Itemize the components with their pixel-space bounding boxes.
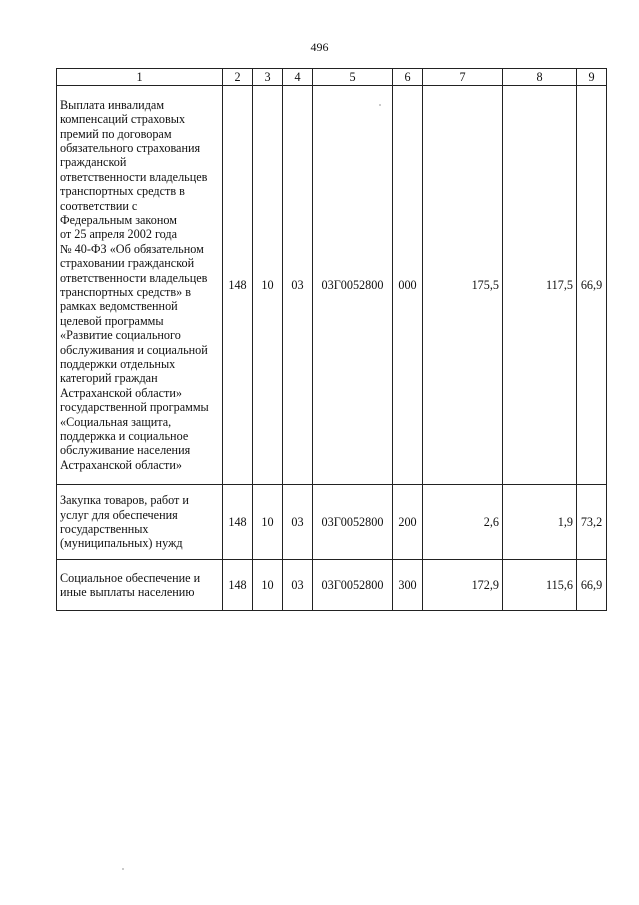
description-line: услуг для обеспечения — [60, 507, 178, 522]
description-line: иные выплаты населению — [60, 585, 195, 599]
header-cell-1: 1 — [57, 69, 223, 86]
description-line: транспортных средств» в — [60, 285, 191, 299]
description-line: ответственности владельцев — [60, 169, 208, 184]
description-line: Астраханской области» — [60, 457, 182, 472]
description-line: Федеральным законом — [60, 212, 177, 227]
header-cell-6: 6 — [393, 69, 423, 86]
description-line: поддержки отдельных — [60, 357, 176, 372]
cell-subsection: 03 — [283, 485, 313, 560]
scan-speck — [379, 104, 381, 106]
description-line: Выплата инвалидам — [60, 97, 165, 112]
description-line: государственной программы — [60, 400, 209, 415]
row-description — [57, 485, 223, 560]
cell-value-8: 1,9 — [503, 485, 577, 560]
cell-percent: 66,9 — [577, 86, 607, 485]
description-line: страховании гражданской — [60, 256, 195, 271]
cell-target-article: 03Г0052800 — [313, 485, 393, 560]
description-line: премий по договорам — [60, 126, 172, 141]
table-row — [57, 560, 607, 611]
cell-admin-code: 148 — [223, 560, 253, 611]
row-description — [57, 560, 223, 611]
description-line: Астраханской области» — [60, 385, 182, 400]
cell-target-article: 03Г0052800 — [313, 86, 393, 485]
scan-speck — [122, 868, 124, 870]
description-line: обязательного страхования — [60, 140, 201, 155]
cell-percent: 73,2 — [577, 485, 607, 560]
table-header-row — [57, 69, 607, 86]
cell-value-8: 117,5 — [503, 86, 577, 485]
header-cell-3: 3 — [253, 69, 283, 86]
description-line: ответственности владельцев — [60, 270, 208, 285]
cell-expense-type: 000 — [393, 86, 423, 485]
description-line: «Развитие социального — [60, 328, 181, 343]
table-row — [57, 86, 607, 485]
description-line: гражданской — [60, 155, 127, 170]
header-cell-5: 5 — [313, 69, 393, 86]
description-line: соответствии с — [60, 198, 138, 213]
description-line: (муниципальных) нужд — [60, 536, 183, 551]
header-cell-8: 8 — [503, 69, 577, 86]
cell-section: 10 — [253, 485, 283, 560]
budget-table — [56, 68, 607, 611]
table-row — [57, 485, 607, 560]
cell-section: 10 — [253, 560, 283, 611]
cell-value-7: 2,6 — [423, 485, 503, 560]
description-line: обслуживание населения — [60, 443, 191, 458]
page-number: 496 — [310, 40, 329, 54]
cell-admin-code: 148 — [223, 485, 253, 560]
cell-value-7: 175,5 — [423, 86, 503, 485]
cell-target-article: 03Г0052800 — [313, 560, 393, 611]
description-line: целевой программы — [60, 313, 164, 328]
description-line: «Социальная защита, — [60, 414, 172, 429]
cell-section: 10 — [253, 86, 283, 485]
header-cell-7: 7 — [423, 69, 503, 86]
description-line: Закупка товаров, работ и — [60, 493, 189, 508]
cell-value-8: 115,6 — [503, 560, 577, 611]
cell-subsection: 03 — [283, 86, 313, 485]
description-line: компенсаций страховых — [60, 112, 186, 127]
header-cell-2: 2 — [223, 69, 253, 86]
description-line: обслуживания и социальной — [60, 342, 208, 357]
header-cell-4: 4 — [283, 69, 313, 86]
description-line: категорий граждан — [60, 371, 158, 386]
description-line: государственных — [60, 522, 149, 536]
description-line: Социальное обеспечение и — [60, 570, 201, 585]
cell-subsection: 03 — [283, 560, 313, 611]
cell-percent: 66,9 — [577, 560, 607, 611]
cell-admin-code: 148 — [223, 86, 253, 485]
cell-expense-type: 200 — [393, 485, 423, 560]
description-line: от 25 апреля 2002 года — [60, 227, 178, 242]
description-line: транспортных средств в — [60, 184, 185, 199]
cell-value-7: 172,9 — [423, 560, 503, 611]
description-line: рамках ведомственной — [60, 299, 178, 314]
cell-expense-type: 300 — [393, 560, 423, 611]
row-description — [57, 86, 223, 485]
description-line: поддержка и социальное — [60, 429, 189, 444]
header-cell-9: 9 — [577, 69, 607, 86]
description-line: № 40-ФЗ «Об обязательном — [60, 241, 204, 256]
